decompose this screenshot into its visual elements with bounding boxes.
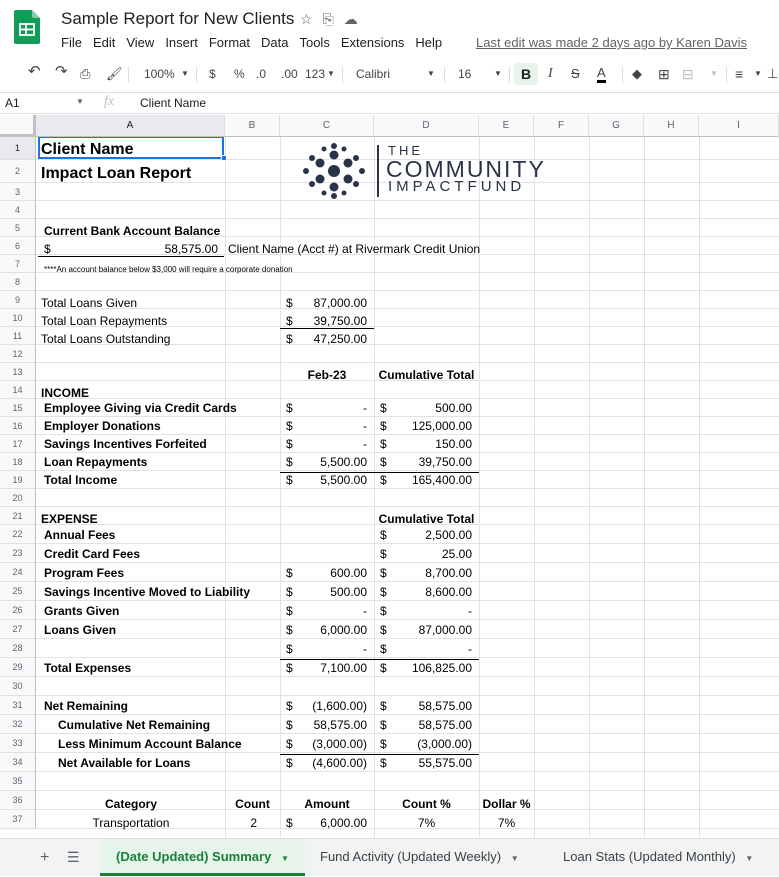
row-label: Net Available for Loans [58, 756, 191, 770]
row-label: Program Fees [44, 566, 125, 580]
total-loan-repayments-value: 39,750.00 [313, 314, 367, 328]
report-title: Impact Loan Report [41, 165, 192, 182]
amount-header: Amount [304, 797, 350, 811]
row-header-21[interactable]: 21 [0, 507, 36, 525]
currency-symbol: $ [286, 314, 293, 328]
amount-cell: 6,000.00 [320, 816, 367, 830]
bold-button[interactable]: B [514, 63, 538, 85]
currency-symbol: $ [380, 473, 387, 487]
row-header-31[interactable]: 31 [0, 696, 36, 715]
cumulative-value: 165,400.00 [411, 473, 472, 487]
row-header-8[interactable]: 8 [0, 273, 36, 291]
chevron-down-icon[interactable]: ▼ [754, 69, 762, 78]
currency-symbol: $ [380, 661, 387, 675]
total-loans-given-label: Total Loans Given [41, 296, 138, 310]
row-header-20[interactable]: 20 [0, 489, 36, 507]
currency-symbol: $ [286, 455, 293, 469]
currency-symbol: $ [286, 699, 293, 713]
italic-button[interactable]: I [548, 66, 553, 81]
logo-text-community: COMMUNITY [386, 156, 546, 182]
currency-symbol: $ [286, 737, 293, 751]
currency-format-button[interactable]: $ [209, 67, 216, 81]
currency-symbol: $ [380, 585, 387, 599]
count-pct-header: Count % [402, 797, 451, 811]
total-loans-outstanding-value: 47,250.00 [313, 332, 367, 346]
currency-symbol: $ [286, 296, 293, 310]
month-value: - [363, 419, 367, 433]
column-header-c[interactable]: C [280, 115, 374, 137]
redo-icon[interactable]: ↷ [55, 63, 68, 80]
row-header-24[interactable]: 24 [0, 563, 36, 582]
total-loans-given-value: 87,000.00 [313, 296, 367, 310]
row-header-27[interactable]: 27 [0, 620, 36, 639]
row-header-7[interactable]: 7 [0, 255, 36, 273]
currency-symbol: $ [380, 437, 387, 451]
row-header-9[interactable]: 9 [0, 291, 36, 309]
tab-label: (Date Updated) Summary [116, 849, 272, 864]
vertical-align-icon[interactable]: ⊥ [767, 66, 779, 81]
month-value: 500.00 [330, 585, 367, 599]
row-header-4[interactable]: 4 [0, 201, 36, 219]
cloud-status-icon[interactable]: ☁ [343, 11, 358, 27]
row-label: Loans Given [44, 623, 117, 637]
cumulative-value: 125,000.00 [411, 419, 472, 433]
cumulative-total-header-2: Cumulative Total [378, 512, 475, 526]
currency-symbol: $ [286, 756, 293, 770]
increase-decimal-button[interactable]: .00 [281, 67, 298, 81]
tab-fund-activity[interactable] [304, 839, 535, 876]
logo-text-impactfund: IMPACTFUND [388, 178, 526, 195]
currency-symbol: $ [380, 718, 387, 732]
fill-color-icon[interactable]: ◆ [632, 66, 642, 81]
chevron-down-icon[interactable]: ▼ [710, 69, 718, 78]
column-header-h[interactable]: H [644, 115, 699, 137]
print-icon[interactable]: ⎙ [80, 66, 91, 81]
more-formats-button[interactable]: 123 [305, 67, 326, 81]
currency-symbol: $ [380, 455, 387, 469]
row-label: Total Income [44, 473, 118, 487]
cumulative-value: 39,750.00 [418, 455, 472, 469]
row-header-19[interactable]: 19 [0, 471, 36, 489]
row-header-28[interactable]: 28 [0, 639, 36, 658]
chevron-down-icon[interactable]: ▼ [280, 854, 289, 863]
column-header-f[interactable]: F [534, 115, 589, 137]
cumulative-value: 2,500.00 [425, 528, 472, 542]
currency-symbol: $ [286, 473, 293, 487]
row-header-23[interactable]: 23 [0, 544, 36, 563]
menu-help[interactable]: Help [415, 35, 443, 50]
dollar-pct-header: Dollar % [482, 797, 531, 811]
bank-balance-note: ****An account balance below $3,000 will require a corporate donation [44, 265, 293, 274]
dollar-pct-cell: 7% [497, 816, 516, 830]
community-impact-fund-logo [298, 143, 370, 199]
row-label: Employer Donations [44, 419, 161, 433]
chevron-down-icon[interactable]: ▼ [76, 97, 84, 106]
sheets-logo-icon[interactable] [14, 10, 40, 44]
count-header: Count [235, 797, 270, 811]
text-color-button[interactable]: A [597, 66, 606, 83]
client-name-title: Client Name [41, 141, 134, 158]
month-value: 58,575.00 [313, 718, 367, 732]
currency-symbol: $ [286, 437, 293, 451]
row-header-22[interactable]: 22 [0, 525, 36, 544]
row-header-26[interactable]: 26 [0, 601, 36, 620]
currency-symbol: $ [286, 585, 293, 599]
month-value: 5,500.00 [320, 455, 367, 469]
row-header-18[interactable]: 18 [0, 453, 36, 471]
row-label: Employee Giving via Credit Cards [44, 401, 237, 415]
row-header-11[interactable]: 11 [0, 327, 36, 345]
column-header-d[interactable]: D [374, 115, 479, 137]
currency-symbol: $ [286, 816, 293, 830]
app-bar [0, 0, 779, 56]
fill-handle[interactable] [221, 155, 227, 161]
category-cell: Transportation [92, 816, 170, 830]
currency-symbol: $ [286, 566, 293, 580]
cumulative-value: 55,575.00 [418, 756, 472, 770]
cumulative-total-header: Cumulative Total [378, 368, 475, 382]
column-header-a[interactable]: A [36, 115, 225, 137]
menu-format[interactable]: Format [208, 35, 250, 50]
row-header-30[interactable]: 30 [0, 677, 36, 696]
month-value: - [363, 401, 367, 415]
row-label: Total Expenses [44, 661, 132, 675]
tab-summary[interactable] [100, 839, 305, 876]
row-header-34[interactable]: 34 [0, 753, 36, 772]
month-value: (1,600.00) [312, 699, 367, 713]
column-header-e[interactable]: E [479, 115, 534, 137]
chevron-down-icon[interactable]: ▼ [510, 854, 519, 863]
formula-bar [0, 92, 779, 114]
chevron-down-icon[interactable]: ▼ [181, 69, 189, 78]
cumulative-value: 8,700.00 [425, 566, 472, 580]
currency-symbol: $ [286, 401, 293, 415]
currency-symbol: $ [380, 547, 387, 561]
doc-title[interactable]: Sample Report for New Clients [61, 9, 295, 28]
row-header-16[interactable]: 16 [0, 417, 36, 435]
row-header-1[interactable]: 1 [0, 137, 36, 160]
row-label: Savings Incentive Moved to Liability [44, 585, 251, 599]
column-header-g[interactable]: G [589, 115, 644, 137]
font-family-select[interactable]: Calibri [356, 67, 391, 81]
cumulative-value: 58,575.00 [418, 718, 472, 732]
currency-symbol: $ [380, 604, 387, 618]
merge-cells-icon[interactable]: ⊟ [682, 66, 694, 82]
row-label: Annual Fees [44, 528, 116, 542]
row-header-32[interactable]: 32 [0, 715, 36, 734]
paint-format-icon[interactable]: 🖌 [106, 66, 123, 81]
zoom-select[interactable]: 100% [144, 67, 175, 81]
cumulative-value: (3,000.00) [417, 737, 472, 751]
row-header-17[interactable]: 17 [0, 435, 36, 453]
month-value: - [363, 437, 367, 451]
row-label: Savings Incentives Forfeited [44, 437, 207, 451]
count-cell: 2 [250, 816, 257, 830]
cumulative-value: 25.00 [441, 547, 472, 561]
month-value: 5,500.00 [320, 473, 367, 487]
bank-balance-currency: $ [44, 242, 51, 256]
currency-symbol: $ [286, 623, 293, 637]
month-value: - [363, 642, 367, 656]
row-header-25[interactable]: 25 [0, 582, 36, 601]
month-value: 600.00 [330, 566, 367, 580]
fx-icon: fx [104, 94, 115, 109]
menu-view[interactable]: View [126, 35, 155, 50]
menu-edit[interactable]: Edit [92, 35, 116, 50]
month-value: 6,000.00 [320, 623, 367, 637]
all-sheets-icon[interactable]: ☰ [67, 849, 80, 865]
row-label: Credit Card Fees [44, 547, 141, 561]
currency-symbol: $ [286, 332, 293, 346]
currency-symbol: $ [286, 604, 293, 618]
currency-symbol: $ [380, 528, 387, 542]
currency-symbol: $ [380, 756, 387, 770]
month-value: (4,600.00) [312, 756, 367, 770]
currency-symbol: $ [380, 737, 387, 751]
chevron-down-icon[interactable]: ▼ [327, 69, 335, 78]
last-edit-link[interactable]: Last edit was made 2 days ago by Karen Davis [476, 35, 747, 50]
row-header-2[interactable]: 2 [0, 160, 36, 183]
menu-insert[interactable]: Insert [165, 35, 198, 50]
row-label: Cumulative Net Remaining [58, 718, 211, 732]
menu-file[interactable]: File [61, 35, 82, 50]
currency-symbol: $ [286, 718, 293, 732]
spreadsheet-grid[interactable] [36, 137, 779, 837]
chevron-down-icon[interactable]: ▼ [494, 69, 502, 78]
undo-icon[interactable]: ↶ [28, 63, 41, 80]
row-header-37[interactable]: 37 [0, 810, 36, 829]
formula-input[interactable]: Client Name [140, 96, 207, 110]
tab-label: Fund Activity (Updated Weekly) [320, 849, 502, 864]
cumulative-value: - [468, 604, 472, 618]
row-label: Loan Repayments [44, 455, 148, 469]
row-header-35[interactable]: 35 [0, 772, 36, 791]
month-value: - [363, 604, 367, 618]
currency-symbol: $ [380, 642, 387, 656]
month-value: 7,100.00 [320, 661, 367, 675]
cumulative-value: 87,000.00 [418, 623, 472, 637]
total-loans-outstanding-label: Total Loans Outstanding [41, 332, 171, 346]
cumulative-value: 58,575.00 [418, 699, 472, 713]
row-header-5[interactable]: 5 [0, 219, 36, 237]
select-all-corner[interactable] [0, 115, 36, 137]
currency-symbol: $ [380, 401, 387, 415]
row-label: Less Minimum Account Balance [58, 737, 242, 751]
month-header: Feb-23 [307, 368, 347, 382]
currency-symbol: $ [286, 661, 293, 675]
star-icon[interactable]: ☆ [300, 11, 313, 27]
row-header-14[interactable]: 14 [0, 381, 36, 399]
chevron-down-icon[interactable]: ▼ [745, 854, 754, 863]
move-to-folder-icon[interactable]: ⎘ [322, 11, 334, 27]
name-box[interactable]: A1 [5, 96, 20, 110]
column-header-b[interactable]: B [225, 115, 280, 137]
currency-symbol: $ [286, 642, 293, 656]
row-header-6[interactable]: 6 [0, 237, 36, 255]
menu-extensions[interactable]: Extensions [340, 35, 405, 50]
logo-text-the: THE [388, 143, 423, 158]
currency-symbol: $ [380, 623, 387, 637]
total-loan-repayments-label: Total Loan Repayments [41, 314, 168, 328]
currency-symbol: $ [380, 419, 387, 433]
income-header: INCOME [41, 386, 89, 400]
currency-symbol: $ [380, 566, 387, 580]
sheet-tabs-bar [0, 838, 779, 876]
menu-bar [61, 35, 453, 50]
cumulative-value: - [468, 642, 472, 656]
bank-balance-value: 58,575.00 [164, 242, 218, 256]
currency-symbol: $ [286, 419, 293, 433]
column-header-i[interactable]: I [699, 115, 779, 137]
tab-label: Loan Stats (Updated Monthly) [563, 849, 736, 864]
row-header-13[interactable]: 13 [0, 363, 36, 381]
row-header-36[interactable]: 36 [0, 791, 36, 810]
row-header-29[interactable]: 29 [0, 658, 36, 677]
percent-format-button[interactable]: % [234, 67, 245, 81]
cumulative-value: 106,825.00 [411, 661, 472, 675]
row-label: Net Remaining [44, 699, 129, 713]
add-sheet-icon[interactable]: + [40, 849, 50, 866]
cumulative-value: 500.00 [435, 401, 472, 415]
month-value: (3,000.00) [312, 737, 367, 751]
row-header-15[interactable]: 15 [0, 399, 36, 417]
menu-data[interactable]: Data [261, 35, 289, 50]
row-header-10[interactable]: 10 [0, 309, 36, 327]
strikethrough-button[interactable]: S [571, 66, 580, 81]
horizontal-align-icon[interactable]: ≡ [735, 66, 744, 82]
bank-balance-label: Current Bank Account Balance [44, 224, 221, 238]
bank-account-desc: Client Name (Acct #) at Rivermark Credit Union [228, 242, 481, 256]
count-pct-cell: 7% [417, 816, 436, 830]
borders-icon[interactable]: ⊞ [658, 66, 670, 82]
cumulative-value: 8,600.00 [425, 585, 472, 599]
cumulative-value: 150.00 [435, 437, 472, 451]
menu-tools[interactable]: Tools [299, 35, 330, 50]
row-header-3[interactable]: 3 [0, 183, 36, 201]
font-size-select[interactable]: 16 [458, 67, 472, 81]
row-label: Grants Given [44, 604, 120, 618]
toolbar [0, 62, 779, 88]
decrease-decimal-button[interactable]: .0 [256, 67, 267, 81]
tab-loan-stats[interactable] [547, 839, 769, 876]
row-header-12[interactable]: 12 [0, 345, 36, 363]
currency-symbol: $ [380, 699, 387, 713]
chevron-down-icon[interactable]: ▼ [427, 69, 435, 78]
expense-header: EXPENSE [41, 512, 98, 526]
category-header: Category [104, 797, 157, 811]
row-header-33[interactable]: 33 [0, 734, 36, 753]
